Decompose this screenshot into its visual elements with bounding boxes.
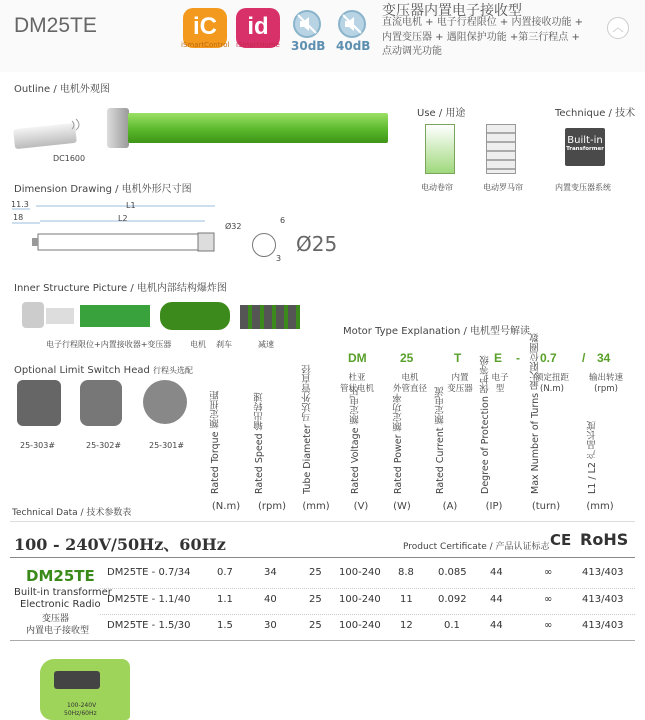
unit-voltage: (V) xyxy=(353,501,369,512)
divider xyxy=(10,557,635,558)
code-desc-dm: 杜亚 管状电机 xyxy=(339,373,374,394)
product-desc-en2: Electronic Radio xyxy=(20,599,101,610)
limit-head-302 xyxy=(80,380,122,426)
tech-data-title: Technical Data / 技术参数表 xyxy=(12,508,132,518)
code-desc-t: 内置 变压器 xyxy=(447,373,473,394)
technique-label: 内置变压器系统 xyxy=(555,183,611,192)
unit-power: (W) xyxy=(393,501,411,512)
code-dash: - xyxy=(516,351,520,365)
ismarthome-logo: id xyxy=(236,8,280,48)
diameter-label: Ø25 xyxy=(296,232,338,256)
roller-blind-image xyxy=(425,124,455,174)
motor-part xyxy=(160,302,230,330)
inner-label-motor: 电机 xyxy=(190,340,206,349)
ismarthome-label: iSmartHome xyxy=(236,41,280,49)
code-torque: 0.7 xyxy=(540,351,557,365)
rohs-mark: RoHS xyxy=(580,530,629,549)
ismartcontrol-logo: iC xyxy=(183,8,227,48)
table-row: DM25TE - 1.1/40 1.1 40 25 100-240 11 0.092 44 ∞ 413/403 xyxy=(100,588,635,614)
code-desc-torque: 额定扭距 (N.m) xyxy=(534,373,569,394)
product-desc-en1: Built-in transformer xyxy=(14,587,112,598)
code-desc-speed: 输出转速 (rpm) xyxy=(588,373,623,394)
limit-head-title: Optional Limit Switch Head 行程头选配 xyxy=(14,365,194,376)
code-t: T xyxy=(454,351,462,365)
table-row: DM25TE - 1.5/30 1.5 30 25 100-240 12 0.1 44 ∞ 413/403 xyxy=(100,614,635,640)
table-row: DM25TE - 0.7/34 0.7 34 25 100-240 8.8 0.085 44 ∞ 413/403 xyxy=(107,567,624,578)
unit-tube: (mm) xyxy=(302,501,330,512)
dim-32: Ø32 xyxy=(225,222,242,231)
tech-data-table xyxy=(100,562,635,640)
certificate-label: Product Certificate / 产品认证标志 xyxy=(403,542,550,552)
limit-head-label-302: 25-302# xyxy=(86,441,122,450)
unit-current: (A) xyxy=(442,501,458,512)
dimension-drawing xyxy=(10,196,220,266)
inner-structure-title: Inner Structure Picture / 电机内部结构爆炸图 xyxy=(14,283,227,294)
limit-head-303 xyxy=(17,380,61,426)
inner-label-brake: 刹车 xyxy=(216,340,232,349)
code-e: E xyxy=(494,351,503,365)
limit-switch-part xyxy=(22,302,44,328)
col-header-tube: Tube Diameter 马达外管直径 xyxy=(302,364,313,494)
col-header-voltage: Rated Voltage 额定电压 xyxy=(350,386,361,494)
dimension-title: Dimension Drawing / 电机外形尺寸图 xyxy=(14,184,192,195)
product-name: DM25TE xyxy=(26,567,95,585)
remote-model-label: DC1600 xyxy=(53,154,86,163)
code-speed: 34 xyxy=(597,351,611,365)
dim-l1: L1 xyxy=(126,201,136,210)
wifi-signal-icon xyxy=(70,116,90,130)
circuit-board-part xyxy=(80,305,150,327)
unit-protection: (IP) xyxy=(485,501,503,512)
motor-type-title: Motor Type Explanation / 电机型号解读 xyxy=(343,326,531,337)
collapse-button[interactable]: ︿ xyxy=(607,17,629,39)
motor-head-image xyxy=(107,108,129,148)
unit-speed: (rpm) xyxy=(257,501,286,512)
use-label-roller: 电动卷帘 xyxy=(421,183,453,192)
col-header-length: L1 / L2 产品长度 xyxy=(587,421,598,494)
dim-3: 3 xyxy=(276,254,282,263)
limit-head-label-303: 25-303# xyxy=(20,441,56,450)
motor-tube-image xyxy=(128,113,388,143)
product-desc-cn1: 变压器 xyxy=(42,614,70,624)
ismartcontrol-label: iSmartControl xyxy=(181,41,230,49)
limit-head-label-301: 25-301# xyxy=(149,441,185,450)
col-header-speed: Rated Speed 输出转速 xyxy=(254,392,265,494)
noise-30db-label: 30dB xyxy=(291,39,326,53)
code-dm: DM xyxy=(348,351,367,365)
noise-40db-label: 40dB xyxy=(336,39,371,53)
dim-11-3: 11.3 xyxy=(11,200,29,209)
code-slash: / xyxy=(582,351,586,365)
unit-length: (mm) xyxy=(586,501,614,512)
feature-list: 直流电机 + 电子行程限位 + 内置接收功能 + 内置变压器 + 遇阻保护功能 +第三行程点 + 点动调光功能 xyxy=(382,17,584,57)
unit-turns: (turn) xyxy=(531,501,561,512)
mute-icon xyxy=(338,10,366,38)
col-header-protection: Degree of Protection 保护等级 xyxy=(480,355,491,494)
limit-head-301 xyxy=(143,380,187,424)
transformer-image: 100-240V 50Hz/60Hz xyxy=(40,659,130,720)
built-in-transformer-badge: Built-in Transformer xyxy=(565,128,605,166)
code-desc-e: 电子 型 xyxy=(491,373,509,394)
code-25: 25 xyxy=(400,351,414,365)
voltage-heading: 100 - 240V/50Hz、60Hz xyxy=(14,535,226,554)
use-label-roman: 电动罗马帘 xyxy=(483,183,523,192)
gear-part xyxy=(240,305,300,329)
transformer-part xyxy=(46,308,74,324)
technique-title: Technique / 技术 xyxy=(555,108,636,119)
outline-title: Outline / 电机外观图 xyxy=(14,84,110,95)
model-title: DM25TE xyxy=(14,14,97,37)
dim-6: 6 xyxy=(280,216,286,225)
remote-control-image xyxy=(13,123,77,149)
end-view-circle xyxy=(252,233,276,257)
inner-label-gear: 减速 xyxy=(258,340,274,349)
ce-mark: CE xyxy=(550,531,572,549)
mute-icon xyxy=(293,10,321,38)
col-header-current: Rated Current 额定电流 xyxy=(435,386,446,494)
col-header-power: Rated Power 额定功率 xyxy=(393,393,404,494)
inner-label-limit: 电子行程限位+内置接收器+变压器 xyxy=(46,340,172,349)
product-desc-cn2: 内置电子接收型 xyxy=(26,626,90,636)
product-type-title: 变压器内置电子接收型 xyxy=(382,3,522,19)
dim-18: 18 xyxy=(13,213,24,222)
divider xyxy=(10,640,635,641)
roman-blind-image xyxy=(486,124,516,174)
unit-torque: (N.m) xyxy=(211,501,241,512)
col-header-torque: Rated Torque 额定扭距 xyxy=(210,390,221,494)
code-desc-25: 电机 外管直径 xyxy=(392,373,427,394)
use-title: Use / 用途 xyxy=(417,108,466,119)
dim-l2: L2 xyxy=(118,214,128,223)
col-header-turns: Max Number of Turns 最大限位圈数 xyxy=(530,332,541,494)
divider xyxy=(10,521,635,522)
